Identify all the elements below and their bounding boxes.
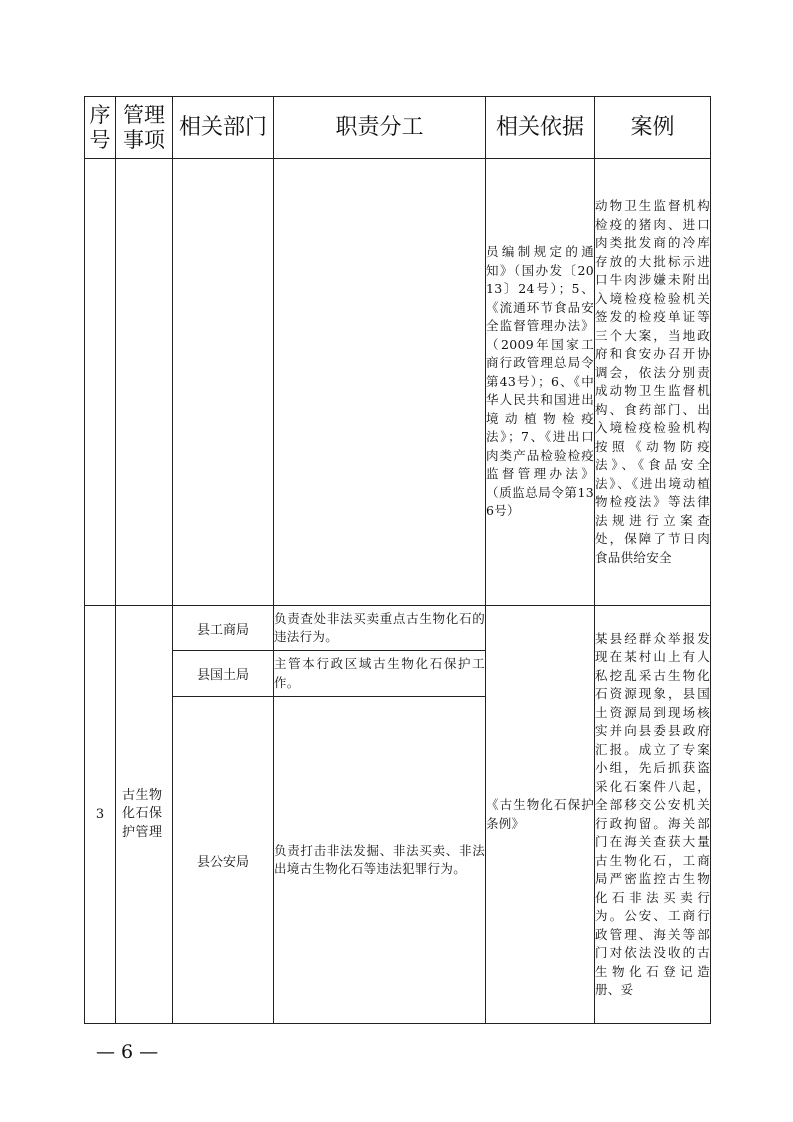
row3-duty-3: 负责打击非法发掘、非法买卖、非法出境古生物化石等违法犯罪行为。	[274, 842, 485, 876]
row3-item-cell	[116, 606, 173, 1024]
prev-basis-text: 员编制规定的通知》（国办发〔2013〕24号）；5、《流通环节食品安全监督管理办法》（2009年国家工商行政管理总局令第43号）；6、《中华人民共和国进出境动植物检疫法》；7、《进出口肉类产品检验检疫监督管理办法》（质监总局令第136号）	[486, 244, 594, 519]
prev-item-cell	[116, 159, 173, 606]
prev-case-cell	[595, 159, 711, 606]
prev-basis-cell	[486, 159, 595, 606]
header-case: 案例	[595, 97, 711, 159]
row3-duty-1-cell	[274, 606, 486, 651]
row3-basis-cell	[486, 606, 595, 1024]
table-row-3-a	[85, 606, 711, 651]
prev-dept-cell	[173, 159, 274, 606]
row3-duty-2: 主管本行政区域古生物化石保护工作。	[274, 656, 485, 690]
prev-case-text: 动物卫生监督机构检疫的猪肉、进口肉类批发商的冷库存放的大批标示进口牛肉涉嫌未附出入境检疫检验机关签发的检疫单证等三个大案，当地政府和食安办召开协调会，依法分别责成动物卫生监督机构、食药部门、出入境检疫检验机构按照《动物防疫法》、《食品安全法》、《进出境动植物检疫法》等法律法规进行立案查处，保障了节日肉食品供给安全	[595, 198, 710, 565]
header-item: 管理事项	[116, 97, 173, 159]
row3-dept-1: 县工商局	[173, 606, 274, 651]
row3-item: 古生物 化石保 护管理	[122, 787, 163, 840]
row3-seq: 3	[85, 606, 116, 1024]
header-seq: 序号	[85, 97, 116, 159]
page-number: — 6 —	[96, 1041, 159, 1063]
row3-case-cell	[595, 606, 711, 1024]
row3-dept-2: 县国土局	[173, 651, 274, 697]
row3-duty-2-cell	[274, 651, 486, 697]
row3-duty-3-cell	[274, 697, 486, 1024]
prev-duty-cell	[274, 159, 486, 606]
table-row-continued	[85, 159, 711, 606]
table-header-row	[85, 97, 711, 159]
row3-dept-3: 县公安局	[173, 697, 274, 1024]
row3-basis: 《古生物化石保护条例》	[486, 797, 594, 831]
responsibility-table	[84, 96, 711, 1024]
header-basis: 相关依据	[486, 97, 595, 159]
row3-case: 某县经群众举报发现在某村山上有人私挖乱采古生物化石资源现象，县国土资源局到现场核实并向县委县政府汇报。成立了专案小组，先后抓获盗采化石案件八起，全部移交公安机关行政拘留。海关部门在海关查获大量古生物化石，工商局严密监控古生物化石非法买卖行为。公安、工商行政管理、海关等部门对依法没收的古生物化石登记造册、妥	[595, 630, 710, 997]
row3-duty-1: 负责查处非法买卖重点古生物化石的违法行为。	[274, 610, 485, 644]
header-dept: 相关部门	[173, 97, 274, 159]
header-duty: 职责分工	[274, 97, 486, 159]
prev-seq-cell	[85, 159, 116, 606]
